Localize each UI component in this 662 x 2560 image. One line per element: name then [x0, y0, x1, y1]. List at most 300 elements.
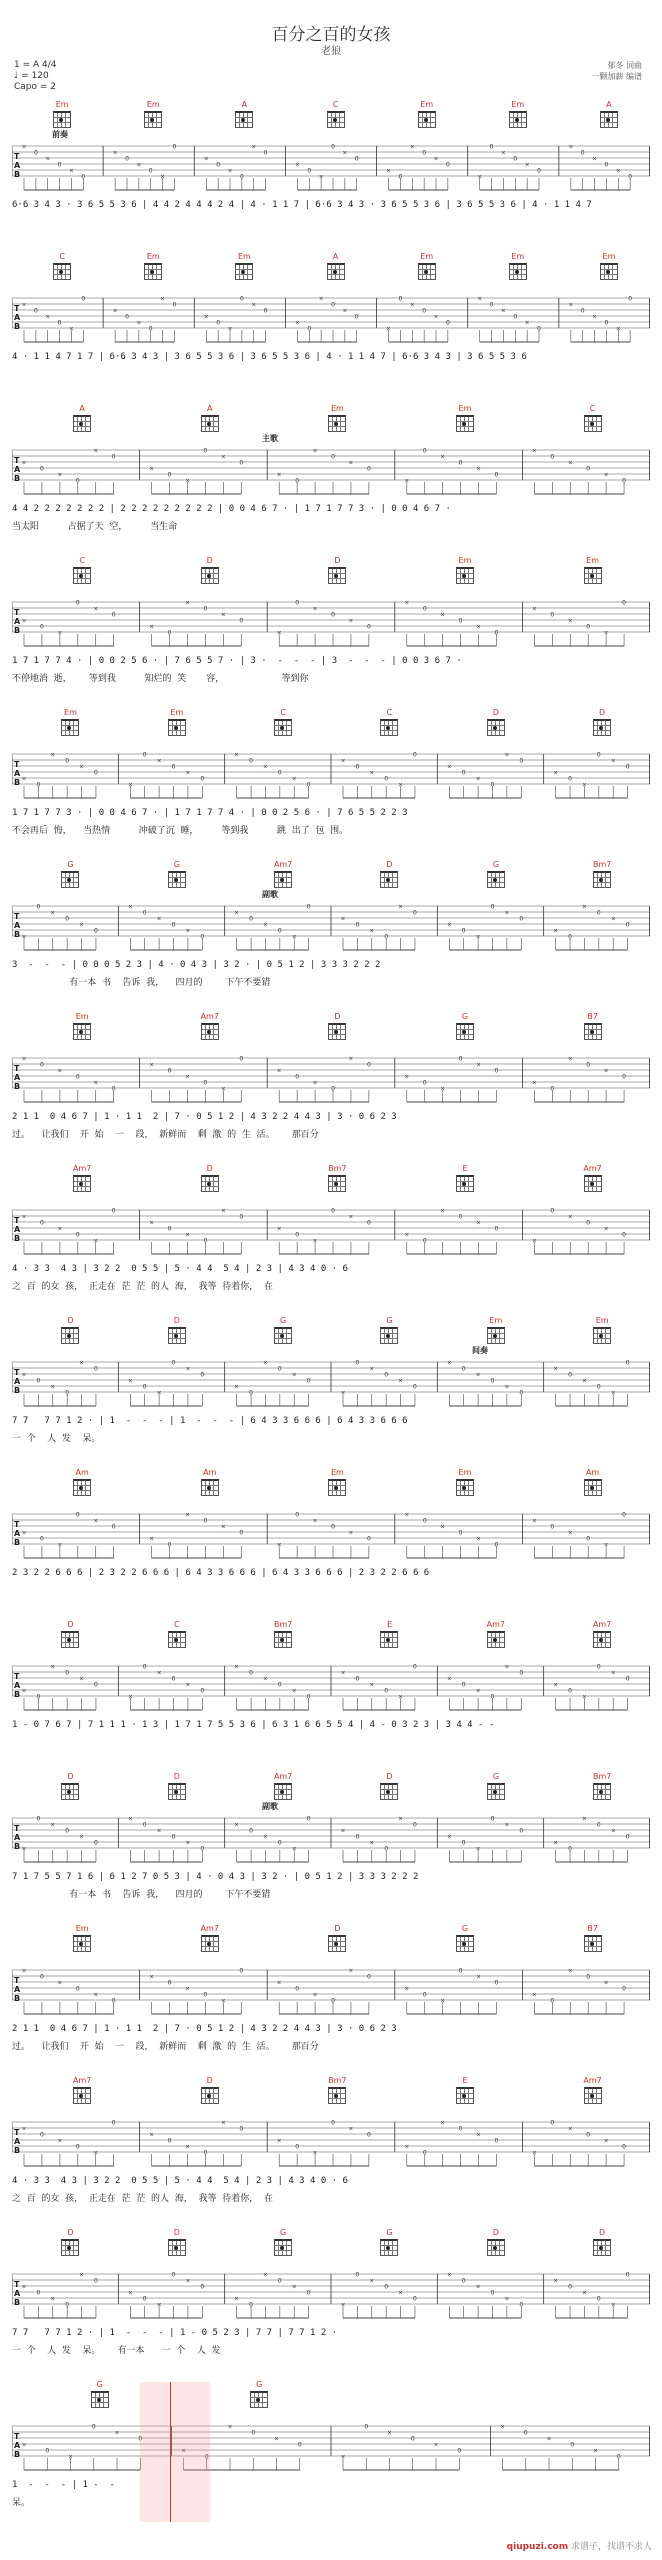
chord-diagram-icon — [593, 1783, 611, 1800]
tab-note: × — [531, 1991, 537, 1999]
tab-note: 0 — [519, 1389, 524, 1397]
tab-note: 0 — [203, 447, 208, 455]
chord-label: D — [599, 2228, 606, 2237]
lyrics-line: 一 个 人 发 呆。 — [12, 1434, 101, 1444]
system-9 — [12, 1316, 650, 1464]
chord-label: G — [96, 2380, 103, 2389]
chord-diagram-icon — [168, 1631, 186, 1648]
tab-note: × — [348, 1055, 354, 1063]
tab-note: × — [440, 1523, 446, 1531]
chord-label: G — [461, 1924, 469, 1933]
system-12 — [12, 1772, 650, 1920]
tab-note: 0 — [461, 927, 466, 935]
tab-note: × — [433, 2441, 439, 2449]
tab-note: × — [499, 2423, 506, 2431]
tab-note: × — [185, 769, 191, 777]
chord-label: G — [461, 1012, 469, 1021]
tab-note: 0 — [519, 1669, 524, 1677]
tab-note: × — [127, 903, 133, 911]
tab-note: 0 — [490, 2289, 495, 2297]
tab-note: × — [398, 2289, 404, 2297]
tab-note: 0 — [625, 1675, 630, 1683]
tab-note: 0 — [622, 1985, 626, 1993]
tab-note: × — [262, 763, 268, 771]
tab-note: × — [185, 1365, 191, 1373]
chord-label: D — [67, 1772, 74, 1781]
tab-note: 0 — [519, 915, 524, 923]
chord-diagram-icon — [584, 1023, 602, 1040]
tab-note: 0 — [422, 1237, 427, 1245]
tab-note: 0 — [203, 605, 208, 613]
tab-note: × — [273, 2435, 280, 2443]
numbered-notation: 4 · 3 3 4 3 | 3 2 2 0 5 5 | 5 · 4 4 5 4 | 2 3 | 4 3 4 0 · 6 — [12, 1264, 348, 1274]
tab-note: 0 — [422, 307, 427, 315]
tab-note: × — [276, 1541, 282, 1549]
song-artist: 老狼 — [321, 46, 341, 57]
chord-label: Am7 — [592, 1620, 612, 1629]
tab-note: 0 — [167, 1225, 172, 1233]
tab-note: 0 — [413, 751, 417, 759]
chord-label: Em — [511, 252, 525, 261]
chord-label: D — [492, 708, 499, 717]
tab-note: 0 — [366, 2131, 371, 2139]
tab-note: × — [112, 149, 118, 157]
tab-note: 0 — [413, 2295, 417, 2303]
tab-note: 0 — [586, 1219, 591, 1227]
tab-note: 0 — [355, 1833, 360, 1841]
tab-note: × — [610, 915, 616, 923]
tab-note: 0 — [40, 465, 44, 473]
tab-note: 0 — [239, 1055, 244, 1063]
tab-note: 0 — [142, 909, 147, 917]
tab-note: 0 — [625, 2271, 630, 2279]
tab-note: 0 — [111, 1523, 116, 1531]
tab-note: × — [603, 2137, 609, 2145]
tab-note: 0 — [489, 143, 494, 151]
chord-diagram-icon — [593, 719, 611, 736]
chord-diagram-icon — [456, 1935, 474, 1952]
chord-diagram-icon — [328, 1479, 346, 1496]
tab-note: × — [603, 1067, 609, 1075]
tab-note: × — [567, 1529, 573, 1537]
tab-note: × — [294, 319, 300, 327]
system-2 — [12, 252, 650, 400]
tab-note: 0 — [366, 1219, 371, 1227]
tab-note: × — [504, 1821, 510, 1829]
tab-note: 0 — [355, 763, 360, 771]
tab-note: 0 — [366, 465, 371, 473]
tab-note: 0 — [366, 1535, 371, 1543]
system-7 — [12, 1012, 650, 1160]
tab-note: × — [312, 1991, 318, 1999]
tab-note: 0 — [550, 1997, 555, 2005]
tab-note: 0 — [249, 1389, 253, 1397]
section-label: 前奏 — [52, 130, 68, 139]
tab-note: × — [21, 1055, 27, 1063]
tab-note: 0 — [40, 623, 44, 631]
tab-note: 0 — [622, 599, 626, 607]
chord-label: Em — [458, 1468, 472, 1477]
chord-diagram-icon — [487, 719, 505, 736]
tab-note: × — [21, 301, 27, 309]
tab-note: × — [127, 1377, 133, 1385]
tab-note: 0 — [331, 2119, 335, 2127]
chord-diagram-icon — [61, 1783, 79, 1800]
tab-note: × — [369, 1839, 375, 1847]
chord-diagram-icon — [201, 567, 219, 584]
tab-note: 0 — [331, 453, 335, 461]
tab-note: 0 — [200, 775, 205, 783]
chord-diagram-icon — [144, 263, 162, 280]
chord-diagram-icon — [235, 111, 253, 128]
tab-note: 0 — [33, 307, 38, 315]
tab-note: × — [291, 933, 297, 941]
chord-diagram-icon — [73, 1023, 91, 1040]
tab-note: 0 — [628, 295, 633, 303]
tab-note: 0 — [295, 477, 300, 485]
tab-note: × — [567, 1967, 573, 1975]
tab-note: 0 — [604, 161, 609, 169]
tab-note: × — [603, 1541, 609, 1549]
chord-diagram-icon — [274, 719, 292, 736]
chord-label: B7 — [587, 1012, 598, 1021]
tab-note: × — [312, 1079, 318, 1087]
chord-label: E — [386, 1620, 392, 1629]
chord-diagram-icon — [61, 719, 79, 736]
tab-note: 0 — [263, 307, 268, 315]
tab-note: 0 — [384, 933, 389, 941]
tab-note: × — [475, 933, 481, 941]
chord-diagram-icon — [456, 2087, 474, 2104]
chord-label: D — [67, 2228, 74, 2237]
chord-label: C — [59, 252, 65, 261]
capo-marking: Capo = 2 — [14, 82, 57, 92]
tab-note: 0 — [490, 1377, 495, 1385]
tab-note: 0 — [40, 2131, 44, 2139]
tab-note: × — [79, 921, 85, 929]
tab-note: 0 — [413, 1383, 417, 1391]
tab-note: × — [67, 2453, 74, 2461]
tab-note: × — [404, 1985, 410, 1993]
tab-note: × — [156, 1389, 162, 1397]
tab-note: × — [531, 2149, 537, 2157]
lyrics-line: 之 百 的女 孩， 正走在 茫 茫 的人 海， 我等 待着你， 在 — [12, 1282, 273, 1292]
tab-note: × — [57, 1225, 63, 1233]
tab-note: × — [475, 1371, 481, 1379]
tab-note: × — [227, 2423, 233, 2431]
tab-note: 0 — [355, 2271, 360, 2279]
chord-label: D — [334, 556, 341, 565]
tab-note: 0 — [354, 155, 359, 163]
tab-note: 0 — [263, 149, 268, 157]
tab-note: × — [409, 301, 415, 309]
tab-note: 0 — [422, 1079, 427, 1087]
tab-note: × — [291, 2283, 297, 2291]
tab-note: 0 — [167, 1979, 172, 1987]
tab-note: × — [291, 1371, 297, 1379]
tab-note: 0 — [172, 301, 177, 309]
tab-note: × — [531, 1079, 537, 1087]
chord-diagram-icon — [584, 1935, 602, 1952]
tab-note: × — [404, 599, 410, 607]
tab-note: 0 — [142, 751, 147, 759]
playback-cursor-highlight — [140, 2382, 210, 2522]
tab-note: 0 — [216, 161, 221, 169]
tab-note: × — [581, 1377, 587, 1385]
tab-note: 0 — [490, 1693, 495, 1701]
tab-note: 0 — [384, 1845, 389, 1853]
tab-note: × — [369, 1681, 375, 1689]
tab-note: 0 — [331, 1523, 335, 1531]
tab-note: × — [404, 2143, 410, 2151]
chord-label: G — [280, 2228, 287, 2237]
tab-note: × — [50, 909, 56, 917]
chord-diagram-icon — [328, 415, 346, 432]
tab-note: 0 — [36, 2289, 41, 2297]
tab-note: × — [440, 1997, 446, 2005]
tab-note: 0 — [519, 757, 524, 765]
system-13 — [12, 1924, 650, 2072]
tab-note: × — [342, 149, 348, 157]
tab-note: 0 — [458, 1055, 463, 1063]
tab-note: 0 — [457, 2447, 462, 2455]
tab-note: × — [440, 611, 446, 619]
tab-note: 0 — [111, 1207, 116, 1215]
chord-label: A — [241, 100, 248, 109]
tab-note: 0 — [125, 155, 129, 163]
tab-note: × — [568, 301, 574, 309]
tab-note: × — [160, 295, 166, 303]
tab-note: × — [185, 2277, 191, 2285]
chord-label: B7 — [587, 1924, 598, 1933]
tab-note: × — [504, 909, 510, 917]
tab-note: 0 — [306, 781, 311, 789]
tab-note: 0 — [33, 149, 38, 157]
chord-label: C — [332, 100, 339, 109]
tab-note: × — [149, 1535, 155, 1543]
tab-note: 0 — [494, 2137, 499, 2145]
chord-diagram-icon — [201, 1935, 219, 1952]
tab-note: × — [184, 599, 190, 607]
chord-diagram-icon — [274, 1783, 292, 1800]
tab-note: 0 — [461, 1365, 466, 1373]
tab-note: × — [114, 2429, 120, 2437]
tab-note: 0 — [167, 629, 172, 637]
tab-note: × — [581, 903, 587, 911]
chord-diagram-icon — [487, 2239, 505, 2256]
tab-note: 0 — [65, 757, 70, 765]
tab-note: × — [220, 611, 226, 619]
tab-note: 0 — [91, 2423, 96, 2431]
tab-note: 0 — [384, 2283, 389, 2291]
chord-diagram-icon — [487, 871, 505, 888]
tab-note: × — [567, 459, 573, 467]
tab-note: × — [476, 1973, 482, 1981]
tab-note: × — [446, 1833, 452, 1841]
tab-note: × — [127, 1693, 133, 1701]
tab-note: 0 — [622, 2143, 626, 2151]
tab-note: 0 — [550, 611, 555, 619]
tab-note: × — [610, 1669, 616, 1677]
tab-note: × — [404, 1073, 410, 1081]
tab-note: 0 — [550, 2119, 555, 2127]
tab-note: × — [57, 629, 63, 637]
tab-note: 0 — [239, 1967, 244, 1975]
chord-label: D — [386, 860, 393, 869]
tab-note: × — [404, 1511, 410, 1519]
chord-label: G — [67, 860, 74, 869]
chord-diagram-icon — [91, 2391, 109, 2408]
tab-note: × — [21, 1529, 27, 1537]
tab-note: × — [136, 161, 142, 169]
tab-note: 0 — [94, 769, 98, 777]
chord-diagram-icon — [274, 1631, 292, 1648]
tab-note: 0 — [458, 1529, 463, 1537]
tab-note: 0 — [75, 599, 80, 607]
tab-note: × — [21, 459, 27, 467]
tab-note: × — [276, 629, 282, 637]
tab-note: × — [581, 1693, 587, 1701]
chord-label: D — [173, 2228, 180, 2237]
tab-note: × — [504, 751, 510, 759]
tab-note: 0 — [57, 161, 62, 169]
tab-note: 0 — [148, 167, 153, 175]
tab-note: 0 — [519, 2301, 524, 2309]
tab-note: × — [581, 781, 587, 789]
chord-label: A — [332, 252, 339, 261]
tab-note: × — [504, 1383, 510, 1391]
tab-note: × — [318, 295, 324, 303]
tab-note: × — [369, 1365, 375, 1373]
chord-label: Em — [586, 556, 600, 565]
tab-note: × — [477, 173, 483, 181]
tab-note: × — [184, 2143, 190, 2151]
lyrics-line: 不停地消 逝， 等到我 知烂的 笑 容， 等到你 — [12, 674, 309, 684]
tab-note: 0 — [277, 1681, 282, 1689]
tab-note: 0 — [461, 1839, 466, 1847]
tab-note: × — [127, 2289, 133, 2297]
tab-note: × — [234, 1821, 240, 1829]
chord-diagram-icon — [168, 1783, 186, 1800]
tab-note: 0 — [458, 1213, 463, 1221]
lyrics-line: 有一本 书 告诉 我， 四月的 下午不要错 — [12, 978, 271, 988]
tab-note: 0 — [200, 1687, 205, 1695]
numbered-notation: 7 7 7 7 1 2 · | 1 - - - | 1 - 0 5 2 3 | 7 7 | 7 7 1 2 · — [12, 2328, 338, 2338]
tab-note: × — [262, 921, 268, 929]
tab-note: × — [57, 1067, 63, 1075]
tab-note: 0 — [75, 1231, 80, 1239]
tab-note: 0 — [628, 173, 633, 181]
chord-diagram-icon — [274, 871, 292, 888]
tab-note: × — [79, 763, 85, 771]
tab-note: 0 — [111, 1085, 116, 1093]
system-16 — [12, 2380, 650, 2528]
chord-label: G — [256, 2380, 263, 2389]
chord-label: Am — [75, 1468, 89, 1477]
chord-diagram-icon — [584, 2087, 602, 2104]
numbered-notation: 2 1 1 0 4 6 7 | 1 · 1 1 2 | 7 · 0 5 1 2 | 4 3 2 2 4 4 3 | 3 · 0 6 2 3 — [12, 2024, 397, 2034]
tab-clef-icon: T A B — [14, 1368, 21, 1395]
chord-label: D — [173, 1772, 180, 1781]
chord-diagram-icon — [235, 263, 253, 280]
tab-note: × — [603, 1225, 609, 1233]
tab-note: × — [553, 1365, 559, 1373]
tab-note: × — [234, 1663, 240, 1671]
tab-note: 0 — [277, 2277, 282, 2285]
chord-label: Em — [75, 1924, 89, 1933]
tab-note: 0 — [306, 2289, 311, 2297]
tab-staff — [12, 1506, 650, 1596]
lyrics-line: 过。 让我们 开 始 一 段， 新鲜而 剩 激 的 生 活。 那百分 — [12, 2042, 319, 2052]
tab-note: 0 — [550, 1207, 555, 1215]
chord-diagram-icon — [201, 1175, 219, 1192]
chord-label: Am7 — [273, 860, 293, 869]
chord-label: Em — [511, 100, 525, 109]
tab-note: 0 — [94, 2277, 98, 2285]
tab-note: 0 — [36, 903, 41, 911]
tab-clef-icon: T A B — [14, 1064, 21, 1091]
playback-cursor-line — [170, 2382, 171, 2522]
tab-note: 0 — [568, 1371, 572, 1379]
section-label: 副歌 — [262, 890, 278, 899]
chord-diagram-icon — [456, 567, 474, 584]
chord-diagram-icon — [250, 2391, 268, 2408]
tab-note: × — [79, 1359, 85, 1367]
tab-note: 0 — [57, 319, 62, 327]
tab-note: 0 — [307, 325, 312, 333]
tab-note: 0 — [239, 2125, 244, 2133]
chord-diagram-icon — [73, 567, 91, 584]
chord-label: Em — [489, 1316, 503, 1325]
tab-note: × — [156, 1827, 162, 1835]
tab-note: × — [156, 915, 162, 923]
tab-note: × — [276, 1067, 282, 1075]
tab-note: 0 — [586, 465, 591, 473]
chord-label: Em — [330, 404, 344, 413]
tab-note: × — [312, 2149, 318, 2157]
tab-note: × — [446, 1359, 452, 1367]
tab-note: × — [476, 1061, 482, 1069]
tab-note: × — [68, 167, 74, 175]
tab-clef-icon: T A B — [14, 608, 21, 635]
tab-note: 0 — [331, 1207, 335, 1215]
chord-diagram-icon — [61, 2239, 79, 2256]
tab-note: 0 — [306, 1693, 311, 1701]
tab-note: × — [68, 325, 74, 333]
numbered-notation: 2 3 2 2 6 6 6 | 2 3 2 2 6 6 6 | 6 4 3 3 6 6 6 | 6 4 3 3 6 6 6 | 2 3 2 2 6 6 6 — [12, 1568, 430, 1578]
tab-note: × — [477, 295, 483, 303]
chord-diagram-icon — [73, 1935, 91, 1952]
tab-note: 0 — [384, 1687, 389, 1695]
numbered-notation: 4 4 2 2 2 2 2 2 2 | 2 2 2 2 2 2 2 2 2 | 0 0 4 6 7 · | 1 7 1 7 7 3 · | 0 0 4 6 7 · — [12, 504, 451, 514]
chord-diagram-icon — [509, 111, 527, 128]
tab-note: × — [398, 1693, 404, 1701]
chord-diagram-icon — [593, 871, 611, 888]
tab-note: × — [291, 775, 297, 783]
tempo-marking: ♩ = 120 — [14, 71, 49, 81]
tab-note: 0 — [277, 927, 282, 935]
tab-note: × — [294, 161, 300, 169]
tab-clef-icon: T A B — [14, 1824, 21, 1851]
chord-diagram-icon — [584, 1479, 602, 1496]
tab-note: × — [112, 307, 118, 315]
tab-note: 0 — [204, 2453, 209, 2461]
tab-note: 0 — [65, 915, 70, 923]
tab-note: × — [615, 167, 621, 175]
tab-note: 0 — [586, 2131, 591, 2139]
tab-note: 0 — [596, 909, 601, 917]
tab-note: × — [567, 1055, 573, 1063]
